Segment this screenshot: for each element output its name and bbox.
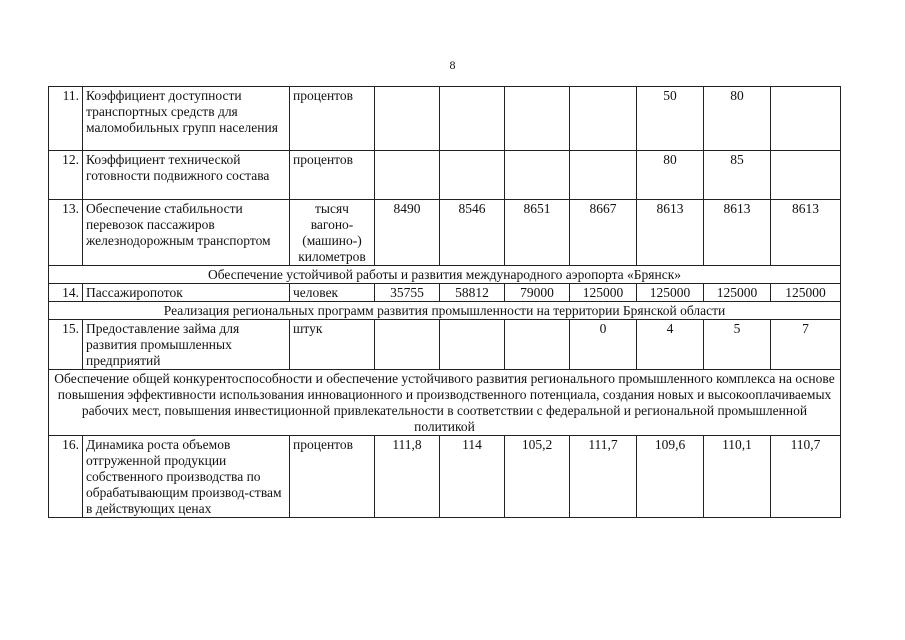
- unit-cell: процентов: [290, 151, 375, 200]
- value-cell: [505, 87, 570, 151]
- indicator-name: Предоставление займа для развития промышленных предприятий: [83, 320, 290, 370]
- value-cell: 125000: [570, 284, 637, 302]
- value-cell: [440, 87, 505, 151]
- value-cell: 50: [637, 87, 704, 151]
- table-row: [49, 151, 841, 200]
- indicator-name: Обеспечение стабильности перевозок пассажиров железнодорожным транспортом: [83, 200, 290, 266]
- indicator-name: Пассажиропоток: [83, 284, 290, 302]
- value-cell: 125000: [771, 284, 841, 302]
- value-cell: 109,6: [637, 436, 704, 518]
- value-cell: 8613: [704, 200, 771, 266]
- table-row: [49, 200, 841, 266]
- row-number: 16.: [49, 436, 83, 518]
- section-row: [49, 370, 841, 436]
- value-cell: 85: [704, 151, 771, 200]
- value-cell: 105,2: [505, 436, 570, 518]
- value-cell: 5: [704, 320, 771, 370]
- value-cell: [375, 320, 440, 370]
- indicators-table: [48, 86, 841, 518]
- value-cell: 80: [637, 151, 704, 200]
- value-cell: 125000: [704, 284, 771, 302]
- value-cell: [505, 320, 570, 370]
- page-number: 8: [449, 58, 456, 72]
- value-cell: 8613: [771, 200, 841, 266]
- table-row: [49, 436, 841, 518]
- value-cell: 8667: [570, 200, 637, 266]
- value-cell: 79000: [505, 284, 570, 302]
- section-row: [49, 266, 841, 284]
- value-cell: 111,8: [375, 436, 440, 518]
- unit-cell: человек: [290, 284, 375, 302]
- section-row: [49, 302, 841, 320]
- section-heading: Реализация региональных программ развития промышленности на территории Брянской области: [49, 302, 841, 320]
- value-cell: [570, 151, 637, 200]
- table-row: [49, 284, 841, 302]
- value-cell: [375, 151, 440, 200]
- unit-cell: процентов: [290, 87, 375, 151]
- value-cell: [771, 87, 841, 151]
- value-cell: 8546: [440, 200, 505, 266]
- value-cell: 8651: [505, 200, 570, 266]
- row-number: 12.: [49, 151, 83, 200]
- value-cell: 58812: [440, 284, 505, 302]
- value-cell: 110,1: [704, 436, 771, 518]
- value-cell: 125000: [637, 284, 704, 302]
- section-heading: Обеспечение устойчивой работы и развития международного аэропорта «Брянск»: [49, 266, 841, 284]
- value-cell: [440, 151, 505, 200]
- row-number: 15.: [49, 320, 83, 370]
- value-cell: 4: [637, 320, 704, 370]
- value-cell: 80: [704, 87, 771, 151]
- indicator-name: Коэффициент технической готовности подвижного состава: [83, 151, 290, 200]
- value-cell: 8613: [637, 200, 704, 266]
- value-cell: 7: [771, 320, 841, 370]
- row-number: 14.: [49, 284, 83, 302]
- row-number: 13.: [49, 200, 83, 266]
- value-cell: [375, 87, 440, 151]
- unit-cell: тысяч вагоно-(машино-) километров: [290, 200, 375, 266]
- unit-cell: штук: [290, 320, 375, 370]
- row-number: 11.: [49, 87, 83, 151]
- value-cell: [440, 320, 505, 370]
- value-cell: 110,7: [771, 436, 841, 518]
- table-row: [49, 320, 841, 370]
- section-heading: Обеспечение общей конкурентоспособности и обеспечение устойчивого развития регионального промышленного комплекса на основе повышения эффективности использования инновационного и производственного потенциала, создания новых и высокооплачиваемых рабочих мест, повышения инвестиционной привлекательности в соответствии с федеральной и региональной промышленной политикой: [49, 370, 841, 436]
- unit-cell: процентов: [290, 436, 375, 518]
- value-cell: [505, 151, 570, 200]
- indicator-name: Коэффициент доступности транспортных средств для маломобильных групп населения: [83, 87, 290, 151]
- indicator-name: Динамика роста объемов отгруженной продукции собственного производства по обрабатывающим производ-ствам в действующих ценах: [83, 436, 290, 518]
- value-cell: 114: [440, 436, 505, 518]
- value-cell: [771, 151, 841, 200]
- value-cell: 0: [570, 320, 637, 370]
- value-cell: 8490: [375, 200, 440, 266]
- value-cell: 35755: [375, 284, 440, 302]
- value-cell: [570, 87, 637, 151]
- table-row: [49, 87, 841, 151]
- value-cell: 111,7: [570, 436, 637, 518]
